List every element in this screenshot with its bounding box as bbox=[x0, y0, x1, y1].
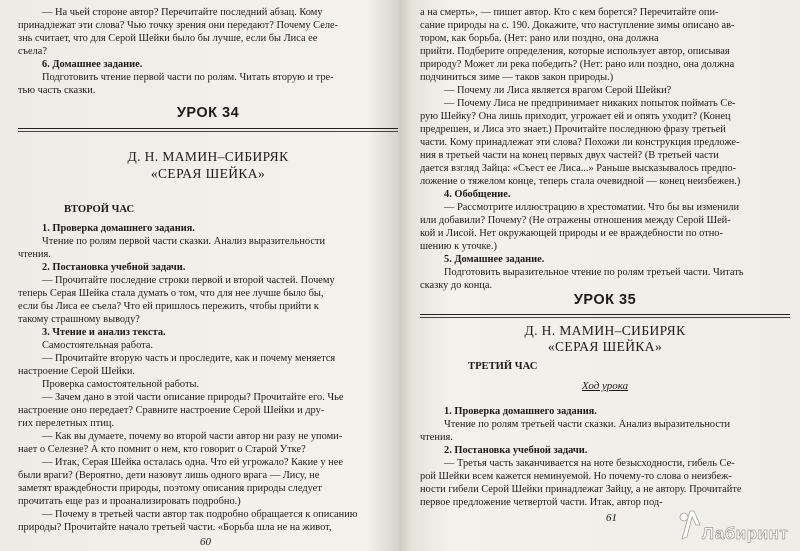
text-line: съела? bbox=[18, 46, 48, 57]
section-heading: 5. Домашнее задание. bbox=[444, 254, 545, 265]
text-line: природу? Может ли река победить? (Нет: рано или поздно, она должна bbox=[420, 59, 735, 70]
divider bbox=[420, 317, 790, 318]
text-line: дается взгляд Зайца: «Съест ее Лиса...» Раньше высказывалось предпо- bbox=[420, 163, 737, 174]
text-line: — Прочитайте последние строки первой и второй частей. Почему bbox=[42, 275, 335, 286]
text-line: ности гибели Серой Шейки принадлежат Зайцу, а не автору. Прочитайте bbox=[420, 484, 742, 495]
text-line: — Почему в третьей части автор так подробно обращается к описанию bbox=[42, 509, 358, 520]
text-line: — Как вы думаете, почему во второй части автор ни разу не упоми- bbox=[42, 431, 343, 442]
text-line: — Прочитайте вторую часть и проследите, как и почему меняется bbox=[42, 353, 336, 364]
hour-heading: ТРЕТИЙ ЧАС bbox=[468, 361, 538, 372]
text-line: заметят враждебности природы, поэтому описания природы следует bbox=[18, 483, 322, 494]
section-heading: 1. Проверка домашнего задания. bbox=[42, 223, 195, 234]
text-line: первое предложение четвертой части. Итак, автор под- bbox=[420, 497, 663, 508]
lesson-heading: УРОК 35 bbox=[573, 292, 637, 308]
text-line: Подготовить чтение первой части по ролям. Читать вторую и тре- bbox=[42, 72, 334, 83]
text-line: настроение оно передает? Сравните настроение Серой Шейки и дру- bbox=[18, 405, 325, 416]
text-line: чтения. bbox=[18, 249, 51, 260]
text-line: подчиниться зиме — таков закон природы.) bbox=[420, 72, 614, 83]
section-heading: 1. Проверка домашнего задания. bbox=[444, 406, 597, 417]
lesson-heading: УРОК 34 bbox=[176, 105, 240, 121]
text-line: — Рассмотрите иллюстрацию в хрестоматии. Что бы вы изменили bbox=[444, 202, 740, 213]
text-line: настроение Серой Шейки. bbox=[18, 366, 135, 377]
text-line: сание природы на с. 190. Докажите, что наступление зимы описано ав- bbox=[420, 20, 735, 31]
text-line: тором, как борьба. (Нет: рано или поздно, она должна bbox=[420, 33, 659, 44]
divider bbox=[420, 314, 790, 315]
divider bbox=[18, 131, 398, 132]
page-number: 60 bbox=[200, 536, 211, 548]
hour-heading: ВТОРОЙ ЧАС bbox=[64, 204, 135, 215]
text-line: если бы Лиса ее съела? Что ей пришлось пережить, чтобы прийти к bbox=[18, 301, 319, 312]
text-line: — На чьей стороне автор? Перечитайте последний абзац. Кому bbox=[42, 7, 323, 18]
divider bbox=[18, 128, 398, 129]
section-heading: 2. Постановка учебной задачи. bbox=[42, 262, 186, 273]
text-line: предрешен, и Лиса это знает.) Прочитайте последнюю фразу третьей bbox=[420, 124, 726, 135]
section-heading: 2. Постановка учебной задачи. bbox=[444, 445, 588, 456]
text-line: — Зачем дано в этой части описание природы? Прочитайте его. Чье bbox=[42, 392, 344, 403]
text-line: — Третья часть заканчивается на ноте безысходности, гибель Се- bbox=[444, 458, 735, 469]
text-line: Чтение по ролям первой части сказки. Анализ выразительности bbox=[42, 236, 326, 247]
section-heading: 3. Чтение и анализ текста. bbox=[42, 327, 166, 338]
text-line: рую Шейку? Она лишь приходит, угрожает ей и опять уходит? (Конец bbox=[420, 111, 731, 122]
watermark-text: Лабиринт bbox=[702, 524, 789, 543]
text-line: Самостоятельная работа. bbox=[42, 340, 154, 351]
story-title: «СЕРАЯ ШЕЙКА» bbox=[150, 166, 266, 181]
text-line: Проверка самостоятельной работы. bbox=[42, 379, 200, 390]
author-title: Д. Н. МАМИН–СИБИРЯК bbox=[127, 149, 289, 164]
text-line: шению к уточке.) bbox=[420, 241, 497, 252]
text-line: Чтение по ролям третьей части сказки. Анализ выразительности bbox=[444, 419, 731, 430]
left-page bbox=[18, 0, 398, 551]
text-line: ния в третьей части на конец первых двух частей? (В третьей части bbox=[420, 150, 719, 161]
text-line: или добавили? Почему? (Не отражены отношения между Серой Шей- bbox=[420, 215, 731, 226]
text-line: ложение о тяжелом конце, теперь стала очевидной — конец неизбежен.) bbox=[420, 176, 741, 187]
text-line: тью часть сказки. bbox=[18, 85, 96, 96]
text-line: кой и Лисой. Нет окружающей природы и ее враждебности по отно- bbox=[420, 228, 723, 239]
text-line: гих перелетных птиц. bbox=[18, 418, 115, 429]
text-line: — Почему Лиса не предпринимает никаких попыток поймать Се- bbox=[444, 98, 736, 109]
text-line: части. Кому принадлежат эти слова? Похожи ли конструкция предложе- bbox=[420, 137, 740, 148]
text-line: теперь Серая Шейка стала думать о том, что для нее лучше было бы, bbox=[18, 288, 324, 299]
text-line: — Итак, Серая Шейка осталась одна. Что ей угрожало? Какие у нее bbox=[42, 457, 343, 468]
text-line: чтения. bbox=[420, 432, 453, 443]
lesson-course-heading: Ход урока bbox=[581, 380, 629, 392]
text-line: нает о Селезне? А кто помнит о нем, кто говорит о Старой Утке? bbox=[18, 444, 306, 455]
text-line: такому страшному выводу? bbox=[18, 314, 140, 325]
text-line: Подготовить выразительное чтение по ролям третьей части. Читать bbox=[444, 267, 744, 278]
section-heading: 4. Обобщение. bbox=[444, 189, 511, 200]
page-number: 61 bbox=[606, 512, 617, 524]
text-line: знь считает, что для Серой Шейки было бы лучше, если бы Лиса ее bbox=[18, 33, 318, 44]
text-line: — Почему ли Лиса является врагом Серой Шейки? bbox=[444, 85, 672, 96]
text-line: прийти. Подберите определения, которые использует автор, описывая bbox=[420, 46, 730, 57]
story-title: «СЕРАЯ ШЕЙКА» bbox=[547, 339, 663, 354]
author-title: Д. Н. МАМИН–СИБИРЯК bbox=[524, 323, 686, 338]
text-line: рой Шейки всем кажется неминуемой. Но почему-то слова о неизбеж- bbox=[420, 471, 732, 482]
text-line: природы? Прочитайте начало третьей части. «Борьба шла не на живот, bbox=[18, 522, 332, 533]
labirint-watermark-logo bbox=[672, 503, 792, 547]
text-line: сказку до конца. bbox=[420, 280, 493, 291]
text-line: прочитать еще раз и проанализировать подробно.) bbox=[18, 496, 241, 507]
right-page bbox=[420, 0, 790, 551]
text-line: принадлежат эти слова? Чью точку зрения они передают? Почему Селе- bbox=[18, 20, 339, 31]
text-line: были враги? (Вероятно, дети назовут лишь одного врага — Лису, не bbox=[18, 470, 320, 481]
section-heading: 6. Домашнее задание. bbox=[42, 59, 143, 70]
text-line: а на смерть», — пишет автор. Кто с кем борется? Перечитайте опи- bbox=[420, 7, 719, 18]
